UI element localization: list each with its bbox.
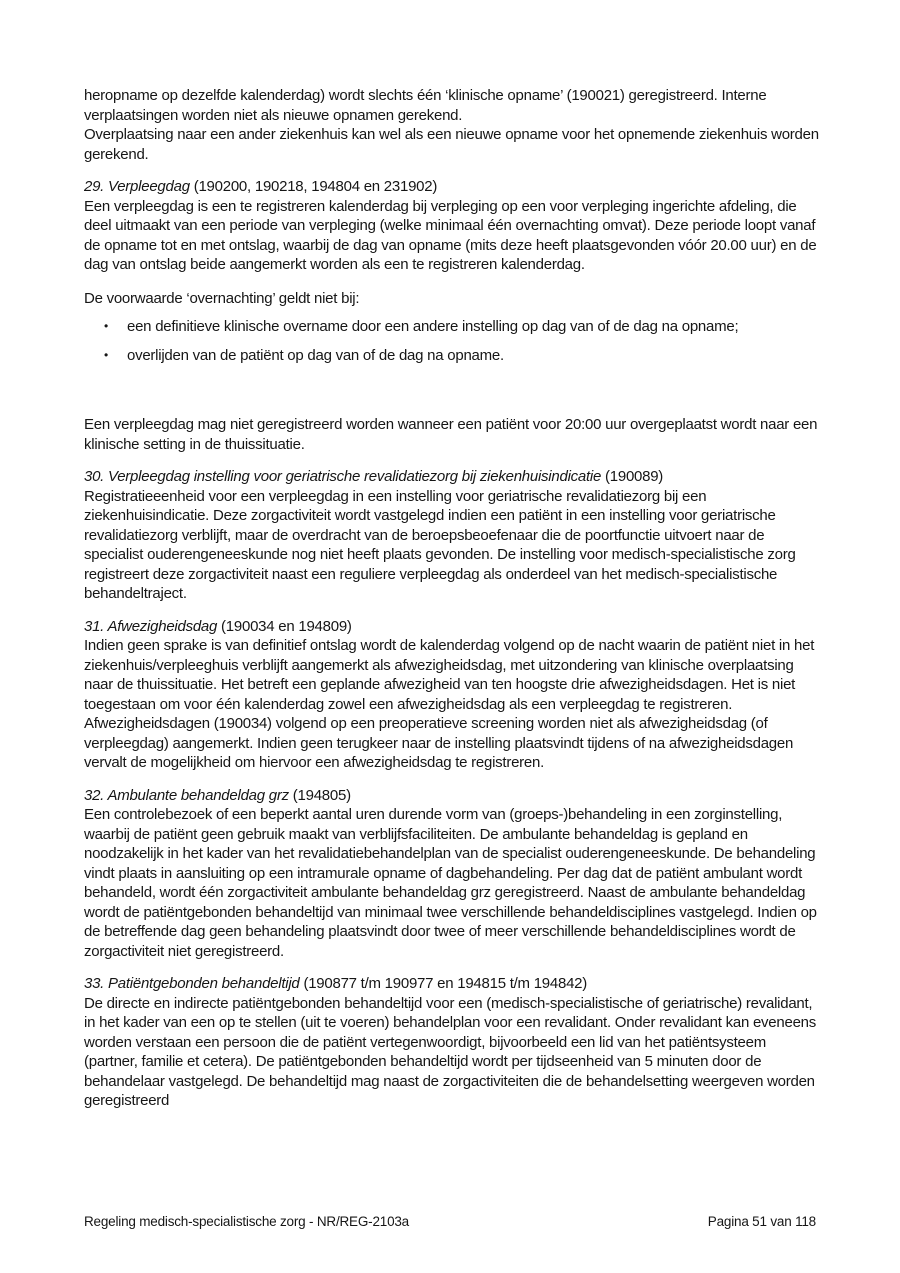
section-30 [84,467,821,604]
bullet-item: • een definitieve klinische overname door een andere instelling op dag van of de dag na opname; [84,317,821,337]
section-29 [84,177,821,454]
section-31 [84,617,821,773]
bullet-item: • overlijden van de patiënt op dag van of de dag na opname. [84,346,821,366]
section-title: 31. Afwezigheidsdag [84,617,218,635]
section-heading [84,617,821,637]
section-body: De directe en indirecte patiëntgebonden behandeltijd voor een (medisch-specialistische of geriatrische) revalidant, in het kader van een op te stellen (uit te voeren) behandelplan voor een revalidant. Onder revalidant kan eveneens worden verstaan een persoon die de patiënt vertegenwoordigt, bijvoorbeeld een lid van het patiëntsysteem (partner, familie et cetera). De patiëntgebonden behandeltijd wordt per tijdseenheid van 5 minuten door de behandelaar vastgelegd. De behandeltijd mag naast de zorgactiviteiten die de behandelsetting weergeven worden geregistreerd [84,994,817,1109]
page-content [84,86,821,1111]
section-title: 29. Verpleegdag [84,178,190,195]
section-title: 30. Verpleegdag instelling voor geriatrische revalidatiezorg bij ziekenhuisindicatie [84,468,602,485]
section-heading [84,786,821,806]
section-heading [84,467,821,487]
footer-document-title: Regeling medisch-specialistische zorg - NR/REG-2103a [84,1214,409,1229]
section-32 [84,786,821,962]
section-33 [84,974,821,1111]
intro-paragraph: Overplaatsing naar een ander ziekenhuis kan wel als een nieuwe opname voor het opnemende ziekenhuis worden gerekend. [84,126,819,163]
section-heading [84,974,821,994]
section-closing-paragraph: Een verpleegdag mag niet geregistreerd worden wanneer een patiënt voor 20:00 uur overgeplaatst wordt naar een klinische setting in de thuissituatie. [84,416,818,453]
section-body: Een controlebezoek of een beperkt aantal uren durende vorm van (groeps-)behandeling in een zorginstelling, waarbij de patiënt geen gebruik maakt van verblijfsfaciliteiten. De ambulante behandeldag is gepland en noodzakelijk in het kader van het revalidatiebehandelplan van de specialist ouderengeneeskunde. De behandeling vindt plaats in aansluiting op een intramurale opname of dagbehandeling. Per dag dat de patiënt ambulant wordt behandeld, wordt één zorgactiviteit ambulante behandeldag grz geregistreerd. Naast de ambulante behandeldag wordt de patiëntgebonden behandeltijd van minimaal twee verschillende behandeldisciplines vastgelegd. Indien op de betreffende dag geen behandeling plaatsvindt door twee of meer verschillende behandeldisciplines wordt de zorgactiviteit niet geregistreerd. [84,806,817,960]
page-footer [84,1213,816,1230]
footer-page-number: Pagina 51 van 118 [707,1214,816,1229]
section-body: Registratieeenheid voor een verpleegdag in een instelling voor geriatrische revalidatiezorg bij een ziekenhuisindicatie. Deze zorgactiviteit wordt vastgelegd indien een patiënt in een instelling voor geriatrische revalidatiezorg verblijft, maar de overdracht van de beroepsbeoefenaar die de poortfunctie uitvoert naar de specialist ouderengeneeskunde nog niet heeft plaats gevonden. De instelling voor medisch-specialistische zorg registreert deze zorgactiviteit naast een reguliere verpleegdag als onderdeel van het medisch-specialistische behandeltraject. [84,487,796,602]
section-body: Afwezigheidsdagen (190034) volgend op een preoperatieve screening worden niet als afwezigheidsdag (of verpleegdag) aangemerkt. Indien geen terugkeer naar de instelling plaatsvindt tijdens of na afwezigheidsdagen vervalt de mogelijkheid om hiervoor een afwezigheidsdag te registreren. [84,715,794,771]
section-codes: (190034 en 194809) [217,617,352,635]
section-codes: (194805) [288,786,351,804]
section-body: Indien geen sprake is van definitief ontslag wordt de kalenderdag volgend op de nacht waarin de patiënt niet in het ziekenhuis/verpleeghuis verblijft aangemerkt als afwezigheidsdag, met uitzondering van klinische overplaatsing naar de thuissituatie. Het betreft een geplande afwezigheid van ten hoogste drie afwezigheidsdagen. Het is niet toegestaan om voor één kalenderdag zowel een afwezigheidsdag als een verpleegdag te registreren. [84,637,815,713]
section-codes: (190089) [601,468,664,485]
section-codes: (190877 t/m 190977 en 194815 t/m 194842) [299,975,588,992]
bullet-list [84,317,821,365]
section-title: 33. Patiëntgebonden behandeltijd [84,975,300,992]
section-codes: (190200, 190218, 194804 en 231902) [189,178,438,195]
condition-intro: De voorwaarde ‘overnachting’ geldt niet bij: [84,289,360,307]
section-heading [84,177,821,197]
intro-paragraph: heropname op dezelfde kalenderdag) wordt slechts één ‘klinische opname’ (190021) geregistreerd. Interne verplaatsingen worden niet als nieuwe opnamen gerekend. [84,87,767,124]
section-body: Een verpleegdag is een te registreren kalenderdag bij verpleging op een voor verpleging ingerichte afdeling, die deel uitmaakt van een periode van verpleging (welke minimaal één overnachting omvat). Deze periode loopt vanaf de opname tot en met ontslag, waarbij de dag van opname (mits deze heeft plaatsgevonden vóór 20.00 uur) en de dag van ontslag beide aangemerkt worden als een te registreren kalenderdag. [84,197,817,273]
section-title: 32. Ambulante behandeldag grz [84,786,289,804]
